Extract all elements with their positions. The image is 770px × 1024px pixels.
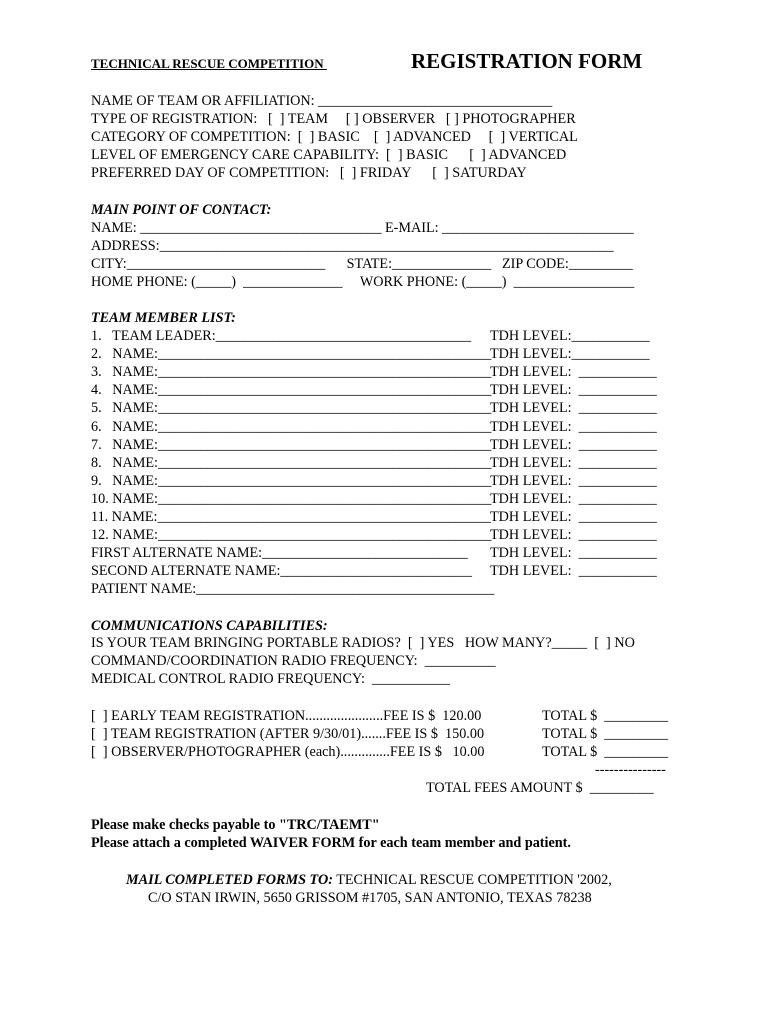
command-frequency-field[interactable]: COMMAND/COORDINATION RADIO FREQUENCY: __________ — [91, 653, 496, 669]
team-member-tdh-level-field[interactable]: TDH LEVEL: ___________ — [490, 454, 657, 471]
team-name-field[interactable]: NAME OF TEAM OR AFFILIATION: _________________________________ — [91, 93, 553, 109]
mail-line-1 — [126, 871, 612, 889]
waiver-note: Please attach a completed WAIVER FORM for each team member and patient. — [91, 835, 571, 851]
team-member-tdh-level-field[interactable]: TDH LEVEL: ___________ — [490, 509, 657, 525]
portable-radios-field[interactable]: IS YOUR TEAM BRINGING PORTABLE RADIOS? [ ] YES HOW MANY?_____ [ ] NO — [91, 635, 635, 651]
fee-early-total[interactable]: TOTAL $ _________ — [542, 708, 669, 724]
team-member-name-field[interactable]: 5. NAME:_______________________________________________ — [91, 400, 492, 417]
team-member-tdh-level-field[interactable]: TDH LEVEL:___________ — [490, 328, 650, 344]
team-member-name-field[interactable]: 8. NAME:_______________________________________________ — [91, 454, 492, 471]
team-member-name-field[interactable]: FIRST ALTERNATE NAME:_____________________________ — [91, 545, 468, 562]
contact-city-state-zip-field[interactable]: CITY:____________________________ STATE:______________ ZIP CODE:_________ — [91, 256, 633, 272]
team-member-tdh-level-field[interactable]: TDH LEVEL: ___________ — [490, 418, 657, 435]
team-member-name-field[interactable]: SECOND ALTERNATE NAME:___________________________ — [91, 563, 472, 580]
mail-address: C/O STAN IRWIN, 5650 GRISSOM #1705, SAN ANTONIO, TEXAS 78238 — [148, 890, 592, 906]
team-member-name-field[interactable]: 10. NAME:_______________________________________________ — [91, 490, 492, 507]
contact-address-field[interactable]: ADDRESS:________________________________________________________________ — [91, 238, 614, 254]
fee-team-total[interactable]: TOTAL $ _________ — [542, 726, 669, 742]
team-member-heading: TEAM MEMBER LIST: — [91, 310, 236, 326]
fee-observer-total[interactable]: TOTAL $ _________ — [542, 744, 669, 760]
total-separator: --------------- — [595, 762, 666, 778]
medical-frequency-field[interactable]: MEDICAL CONTROL RADIO FREQUENCY: ___________ — [91, 671, 451, 687]
communications-heading: COMMUNICATIONS CAPABILITIES: — [91, 618, 328, 634]
team-member-name-field[interactable]: 3. NAME:_______________________________________________ — [91, 364, 492, 381]
team-member-name-field[interactable]: 12. NAME:_______________________________________________ — [91, 527, 492, 544]
team-member-tdh-level-field[interactable]: TDH LEVEL: ___________ — [490, 436, 657, 453]
team-member-tdh-level-field[interactable]: TDH LEVEL:___________ — [490, 346, 650, 363]
mail-label: MAIL COMPLETED FORMS TO: — [126, 872, 333, 888]
team-member-name-field[interactable]: 7. NAME:_______________________________________________ — [91, 436, 492, 453]
fee-team-registration[interactable]: [ ] TEAM REGISTRATION (AFTER 9/30/01).......FEE IS $ 150.00 — [91, 726, 485, 742]
payment-note: Please make checks payable to "TRC/TAEMT" — [91, 817, 380, 833]
team-member-name-field[interactable]: 11. NAME:_______________________________________________ — [91, 509, 491, 525]
mail-recipient: TECHNICAL RESCUE COMPETITION '2002, — [332, 872, 612, 888]
team-member-tdh-level-field[interactable]: TDH LEVEL: ___________ — [490, 382, 657, 399]
form-title: REGISTRATION FORM — [411, 49, 643, 73]
team-member-tdh-level-field[interactable]: TDH LEVEL: ___________ — [490, 472, 657, 489]
contact-heading: MAIN POINT OF CONTACT: — [91, 202, 272, 218]
team-member-tdh-level-field[interactable]: TDH LEVEL: ___________ — [490, 400, 657, 417]
team-member-tdh-level-field[interactable]: TDH LEVEL: ___________ — [490, 364, 657, 381]
team-member-name-field[interactable]: 4. NAME:_______________________________________________ — [91, 382, 492, 399]
team-member-name-field[interactable]: 9. NAME:_______________________________________________ — [91, 472, 492, 489]
team-member-tdh-level-field[interactable]: TDH LEVEL: ___________ — [490, 490, 657, 507]
emergency-care-level-options[interactable]: LEVEL OF EMERGENCY CARE CAPABILITY: [ ] BASIC [ ] ADVANCED — [91, 147, 567, 163]
contact-phone-field[interactable]: HOME PHONE: (_____) ______________ WORK PHONE: (_____) _________________ — [91, 274, 635, 290]
team-member-tdh-level-field[interactable]: TDH LEVEL: ___________ — [490, 527, 657, 544]
contact-name-email-field[interactable]: NAME: __________________________________ E-MAIL: ___________________________ — [91, 220, 634, 236]
team-member-tdh-level-field[interactable]: TDH LEVEL: ___________ — [490, 563, 657, 580]
total-fees-field[interactable]: TOTAL FEES AMOUNT $ _________ — [426, 780, 654, 796]
competition-title: TECHNICAL RESCUE COMPETITION — [91, 56, 327, 71]
patient-name-field[interactable]: PATIENT NAME:__________________________________________ — [91, 581, 495, 597]
preferred-day-options[interactable]: PREFERRED DAY OF COMPETITION: [ ] FRIDAY [ ] SATURDAY — [91, 165, 527, 181]
registration-type-options[interactable]: TYPE OF REGISTRATION: [ ] TEAM [ ] OBSERVER [ ] PHOTOGRAPHER — [91, 111, 576, 127]
fee-early-registration[interactable]: [ ] EARLY TEAM REGISTRATION......................FEE IS $ 120.00 — [91, 708, 482, 724]
team-member-name-field[interactable]: 2. NAME:_______________________________________________ — [91, 346, 492, 363]
competition-category-options[interactable]: CATEGORY OF COMPETITION: [ ] BASIC [ ] ADVANCED [ ] VERTICAL — [91, 129, 578, 145]
team-member-tdh-level-field[interactable]: TDH LEVEL: ___________ — [490, 545, 657, 562]
team-member-name-field[interactable]: 1. TEAM LEADER:____________________________________ — [91, 328, 472, 344]
team-member-name-field[interactable]: 6. NAME:_______________________________________________ — [91, 418, 492, 435]
fee-observer-photographer[interactable]: [ ] OBSERVER/PHOTOGRAPHER (each)..............FEE IS $ 10.00 — [91, 744, 485, 760]
